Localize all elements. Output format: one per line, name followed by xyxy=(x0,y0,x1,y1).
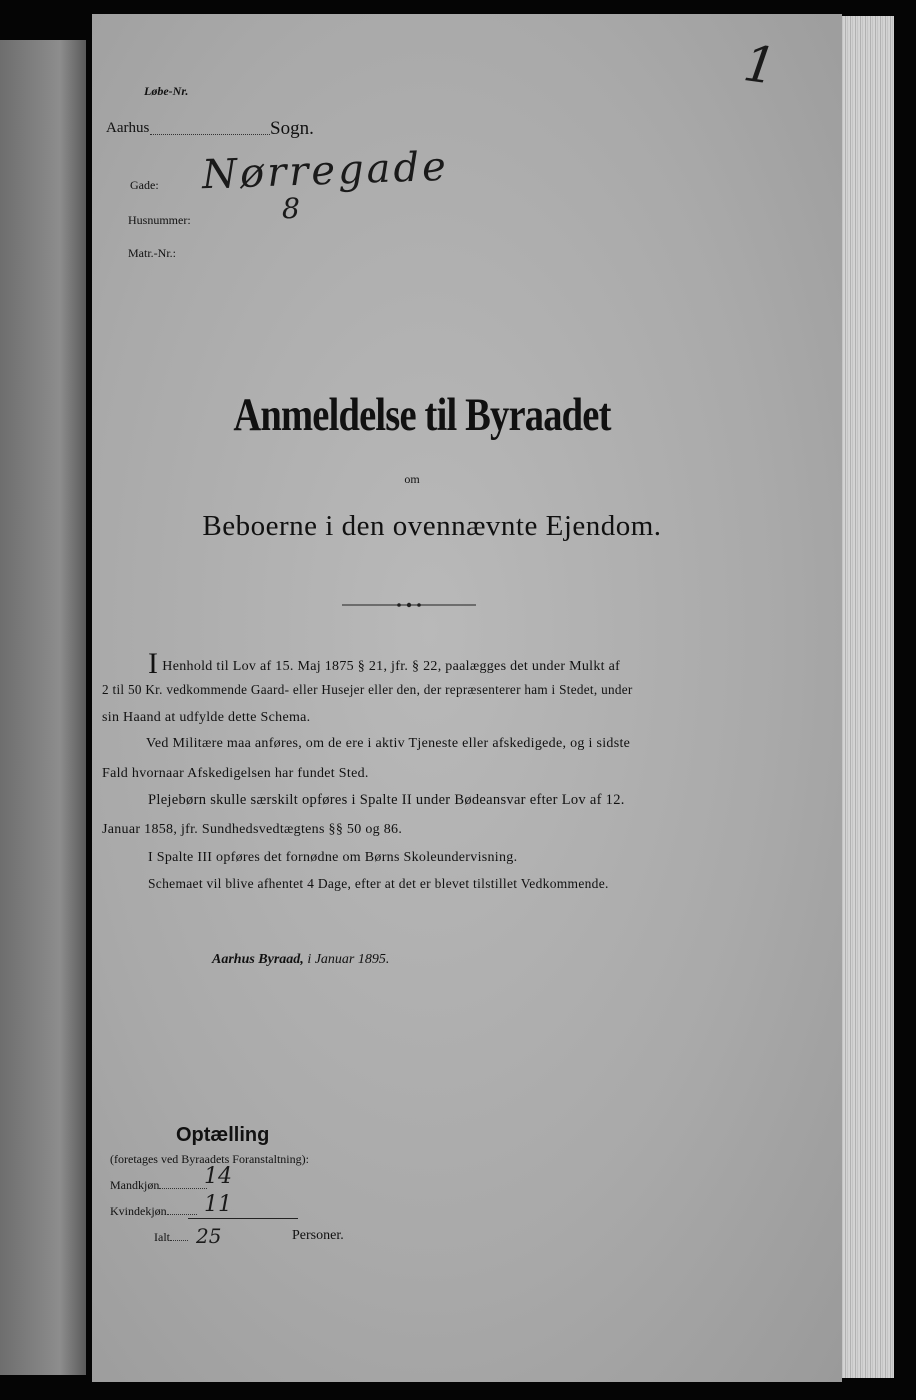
paragraph-4-line-1: I Spalte III opføres det fornødne om Børns Skoleundervisning. xyxy=(148,850,518,865)
count-subtitle: (foretages ved Byraadets Foranstaltning): xyxy=(110,1152,309,1166)
paragraph-2-line-2: Fald hvornaar Afskedigelsen har fundet Sted. xyxy=(102,766,369,781)
sum-line xyxy=(188,1218,298,1219)
mandkjon-value: 14 xyxy=(204,1164,232,1189)
husnummer-value: 8 xyxy=(282,192,300,225)
personer-label: Personer. xyxy=(292,1228,344,1243)
document-page xyxy=(92,14,842,1382)
mandkjon-label: Mandkjøn xyxy=(110,1178,207,1193)
gade-value: Nørregade xyxy=(201,143,450,199)
city-dotted-line xyxy=(150,134,270,135)
paragraph-1-line-2: 2 til 50 Kr. vedkommende Gaard- eller Husejer eller den, der repræsenterer ham i Stedet, under xyxy=(102,682,633,697)
initial-letter: I xyxy=(148,647,159,680)
husnummer-label: Husnummer: xyxy=(128,213,191,227)
ornament-divider xyxy=(342,600,476,610)
ialt-value: 25 xyxy=(196,1224,222,1248)
document-title: Anmeldelse til Byraadet xyxy=(233,389,611,441)
page-stack-edges xyxy=(836,16,894,1378)
kvindekjon-value: 11 xyxy=(204,1192,232,1217)
lobe-nr-label: Løbe-Nr. xyxy=(144,84,189,98)
left-page-edge xyxy=(0,40,86,1375)
paragraph-1-line-3: sin Haand at udfylde dette Schema. xyxy=(102,710,311,725)
count-title: Optælling xyxy=(176,1124,270,1146)
page-number: 1 xyxy=(740,34,780,96)
paragraph-2-line-1: Ved Militære maa anføres, om de ere i aktiv Tjeneste eller afskedigede, og i sidste xyxy=(146,736,631,751)
om-text: om xyxy=(404,472,420,486)
matr-label: Matr.-Nr.: xyxy=(128,246,176,260)
sogn-label: Sogn. xyxy=(270,118,314,139)
paragraph-1-line-1: I Henhold til Lov af 15. Maj 1875 § 21, jfr. § 22, paalægges det under Mulkt af xyxy=(148,647,621,680)
paragraph-5-line-1: Schemaet vil blive afhentet 4 Dage, efter at det er blevet tilstillet Vedkommende. xyxy=(148,876,609,891)
gade-label: Gade: xyxy=(130,178,159,192)
kvindekjon-label: Kvindekjøn xyxy=(110,1204,197,1219)
city-label: Aarhus xyxy=(106,120,150,136)
paragraph-3-line-1: Plejebørn skulle særskilt opføres i Spalte II under Bødeansvar efter Lov af 12. xyxy=(148,792,625,808)
ialt-label: Ialt xyxy=(154,1230,188,1245)
document-subtitle: Beboerne i den ovennævnte Ejendom. xyxy=(202,510,662,542)
paragraph-3-line-2: Januar 1858, jfr. Sundhedsvedtægtens §§ 50 og 86. xyxy=(102,822,403,837)
signature-line: Aarhus Byraad, i Januar 1895. xyxy=(212,952,390,967)
